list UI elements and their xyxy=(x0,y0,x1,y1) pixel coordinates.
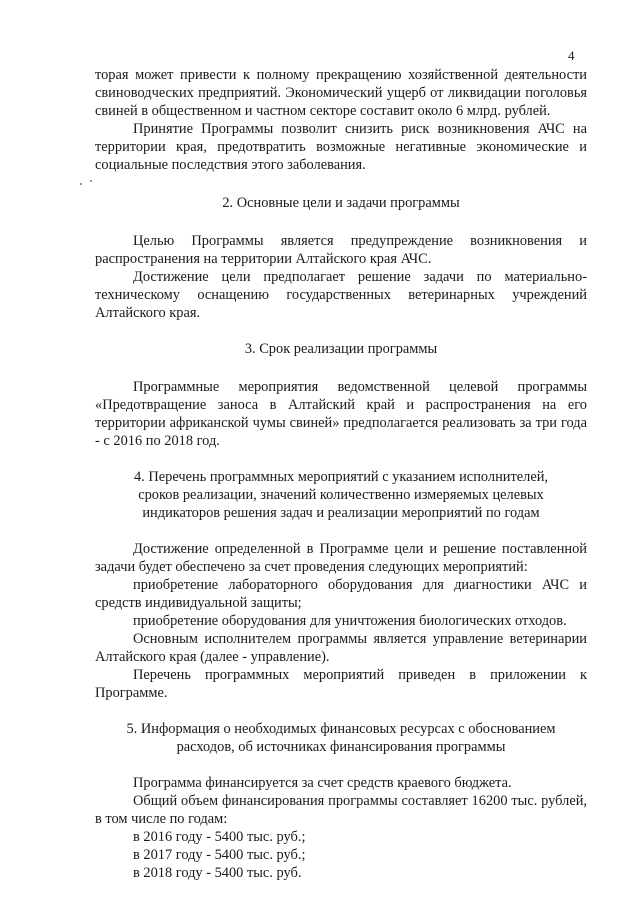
section-4-measure-waste: приобретение оборудования для уничтожения биологических отходов. xyxy=(133,613,567,629)
section-2-goal: Целью Программы является предупреждение возникновения и распространения на территории Алтайского края АЧС. xyxy=(95,233,587,267)
page-number: 4 xyxy=(568,48,575,63)
section-4-executor: Основным исполнителем программы является управление ветеринарии Алтайского края (далее - управление). xyxy=(95,631,587,665)
section-4-heading-line-2: сроков реализации, значений количественно измеряемых целевых xyxy=(138,487,544,503)
section-5-heading-line-1: 5. Информация о необходимых финансовых ресурсах с обоснованием xyxy=(126,721,556,737)
funding-year-2016: в 2016 году - 5400 тыс. руб.; xyxy=(133,829,306,845)
scan-artifact xyxy=(80,180,94,186)
section-3-term: Программные мероприятия ведомственной целевой программы «Предотвращение заноса в Алтайский край и распространения на его территории африканской чумы свиней» предполагается реализовать за три года - с 2016 по 2018 год. xyxy=(95,379,587,449)
section-5-heading-line-2: расходов, об источниках финансирования программы xyxy=(176,739,506,755)
section-4-measure-lab: приобретение лабораторного оборудования для диагностики АЧС и средств индивидуальной защиты; xyxy=(95,577,587,611)
funding-year-2018: в 2018 году - 5400 тыс. руб. xyxy=(133,865,302,881)
section-4-heading xyxy=(95,468,587,522)
section-4-intro: Достижение определенной в Программе цели и решение поставленной задачи будет обеспечено за счет проведения следующих мероприятий: xyxy=(95,541,587,575)
section-5-heading xyxy=(95,720,587,756)
funding-year-2017: в 2017 году - 5400 тыс. руб.; xyxy=(133,847,306,863)
section-2-heading: 2. Основные цели и задачи программы xyxy=(222,195,460,211)
document-body xyxy=(95,66,587,882)
paragraph-continuation: торая может привести к полному прекращению хозяйственной деятельности свиноводческих предприятий. Экономический ущерб от ликвидации поголовья свиней в общественном и частном секторе составит около 6 млрд. рублей. xyxy=(95,67,587,119)
section-3-heading: 3. Срок реализации программы xyxy=(244,341,438,357)
section-2-task: Достижение цели предполагает решение задачи по материально-техническому оснащению государственных ветеринарных учреждений Алтайского края. xyxy=(95,269,587,321)
section-5-total: Общий объем финансирования программы составляет 16200 тыс. рублей, в том числе по годам: xyxy=(95,793,587,827)
section-4-heading-line-1: 4. Перечень программных мероприятий с указанием исполнителей, xyxy=(133,469,549,485)
section-4-heading-line-3: индикаторов решения задач и реализации мероприятий по годам xyxy=(142,505,540,521)
section-4-appendix: Перечень программных мероприятий приведен в приложении к Программе. xyxy=(95,667,587,701)
paragraph-program-adoption: Принятие Программы позволит снизить риск возникновения АЧС на территории края, предотвратить возможные негативные экономические и социальные последствия этого заболевания. xyxy=(95,121,587,173)
section-5-source: Программа финансируется за счет средств краевого бюджета. xyxy=(133,775,512,791)
